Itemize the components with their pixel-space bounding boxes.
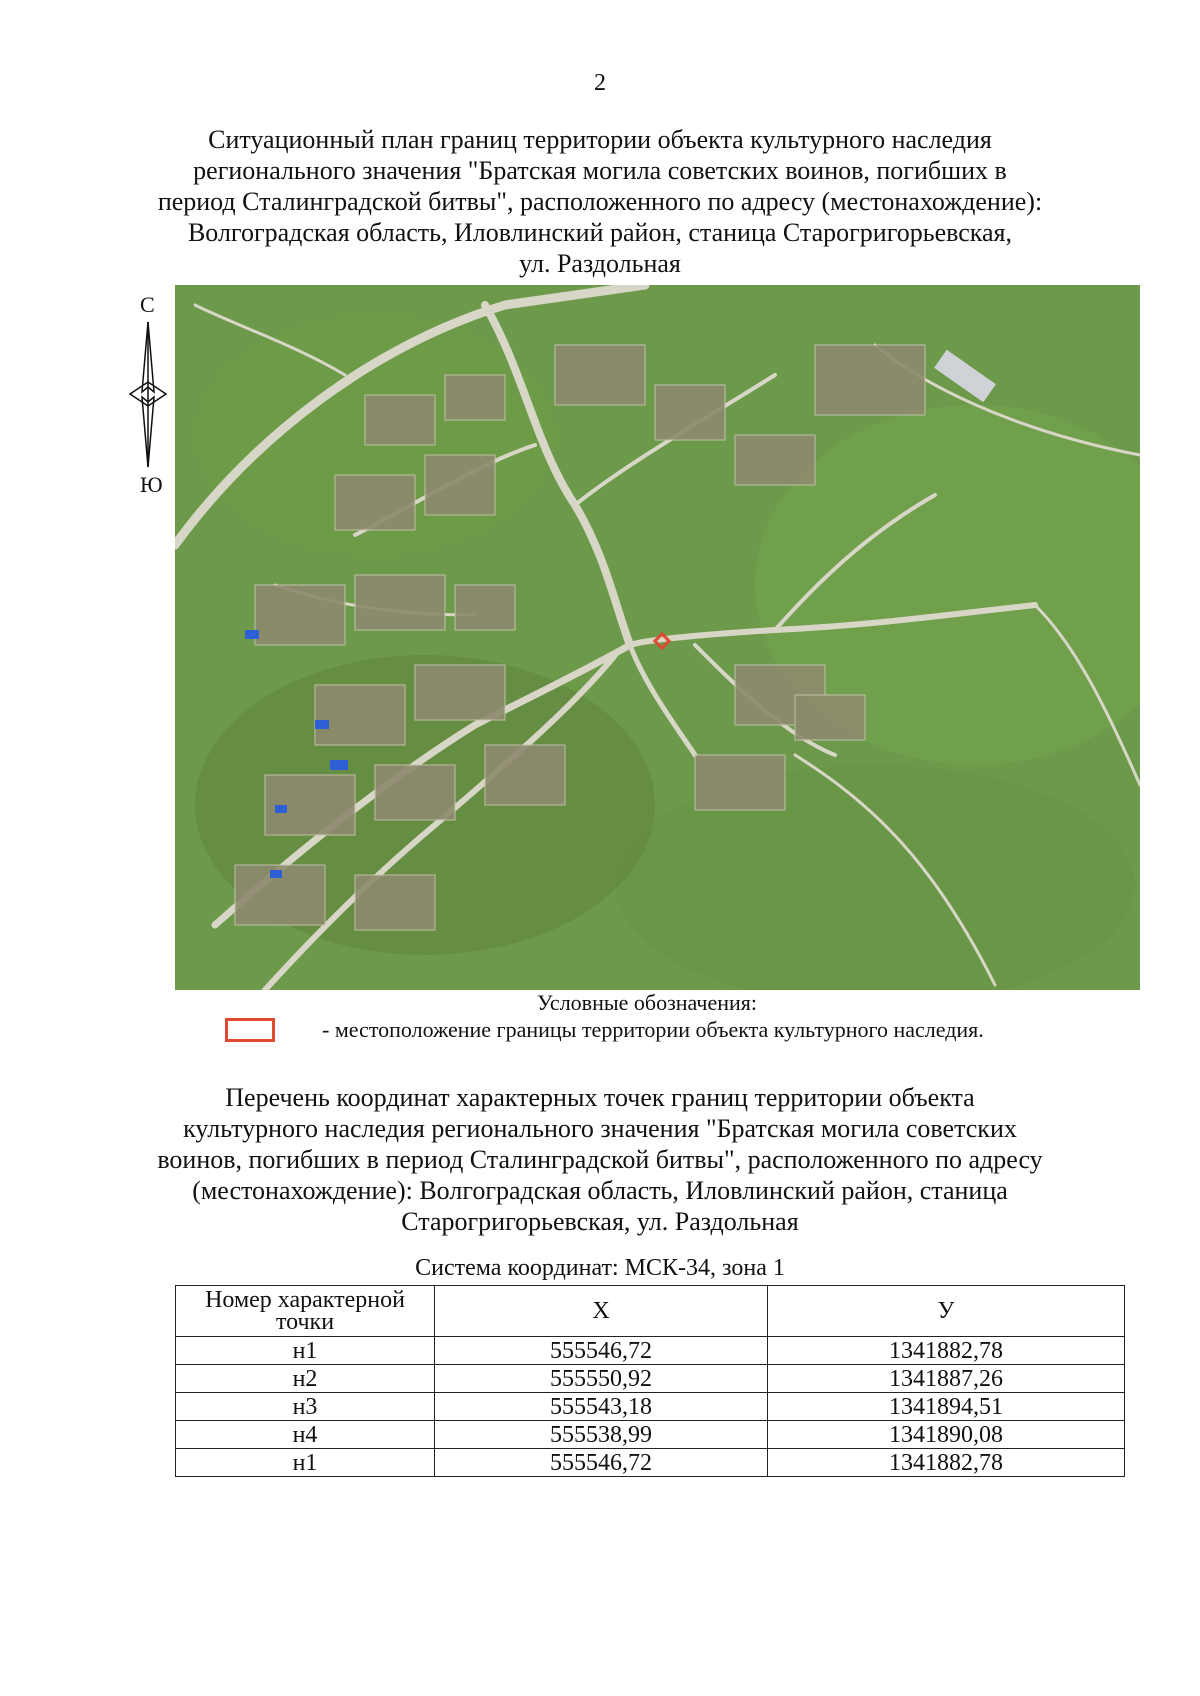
north-arrow: [118, 292, 178, 502]
title-line: Волгоградская область, Иловлинский район, станица Старогригорьевская,: [187, 218, 1013, 247]
coordinate-system: Система координат: МСК-34, зона 1: [415, 1255, 785, 1281]
x-cell: 555546,72: [435, 1337, 768, 1365]
subtitle-line: Старогригорьевская, ул. Раздольная: [401, 1207, 799, 1236]
coordinates-table: [175, 1285, 1125, 1477]
y-cell: 1341882,78: [768, 1337, 1125, 1365]
point-cell: н1: [176, 1449, 435, 1477]
x-cell: 555550,92: [435, 1365, 768, 1393]
x-cell: 555546,72: [435, 1449, 768, 1477]
title-line: период Сталинградской битвы", расположенного по адресу (местонахождение):: [157, 187, 1043, 216]
satellite-map: [175, 285, 1140, 990]
title-line: ул. Раздольная: [519, 249, 681, 278]
point-cell: н3: [176, 1393, 435, 1421]
x-cell: 555543,18: [435, 1393, 768, 1421]
point-cell: н4: [176, 1421, 435, 1449]
point-cell: н2: [176, 1365, 435, 1393]
subtitle-line: воинов, погибших в период Сталинградской битвы", расположенного по адресу: [157, 1145, 1043, 1174]
south-label: Ю: [140, 472, 163, 497]
y-cell: 1341890,08: [768, 1421, 1125, 1449]
header-point-number: Номер характерной точки: [176, 1286, 435, 1337]
y-cell: 1341882,78: [768, 1449, 1125, 1477]
map-title: [150, 124, 1050, 279]
y-cell: 1341887,26: [768, 1365, 1125, 1393]
header-x: X: [435, 1286, 768, 1337]
page-number: 2: [594, 70, 606, 96]
subtitle-line: (местонахождение): Волгоградская область, Иловлинский район, станица: [192, 1176, 1008, 1205]
subtitle-line: культурного наследия регионального значения "Братская могила советских: [183, 1114, 1017, 1143]
title-line: Ситуационный план границ территории объекта культурного наследия: [208, 125, 992, 154]
x-cell: 555538,99: [435, 1421, 768, 1449]
coordinates-title: [120, 1082, 1080, 1237]
title-line: регионального значения "Братская могила советских воинов, погибших в: [193, 156, 1007, 185]
y-cell: 1341894,51: [768, 1393, 1125, 1421]
compass-arrow-icon: [118, 292, 178, 502]
header-y: У: [768, 1286, 1125, 1337]
legend-swatch: [225, 1018, 275, 1042]
legend-title: Условные обозначения:: [537, 990, 758, 1015]
table-row: [176, 1337, 1125, 1365]
table-row: [176, 1365, 1125, 1393]
map-image: [175, 285, 1140, 990]
legend-item-text: - местоположение границы территории объекта культурного наследия.: [322, 1017, 984, 1042]
point-cell: н1: [176, 1337, 435, 1365]
table-row: [176, 1393, 1125, 1421]
table-row: [176, 1449, 1125, 1477]
table-row: [176, 1421, 1125, 1449]
table-header-row: [176, 1286, 1125, 1337]
north-label: С: [140, 292, 155, 317]
subtitle-line: Перечень координат характерных точек границ территории объекта: [225, 1083, 975, 1112]
